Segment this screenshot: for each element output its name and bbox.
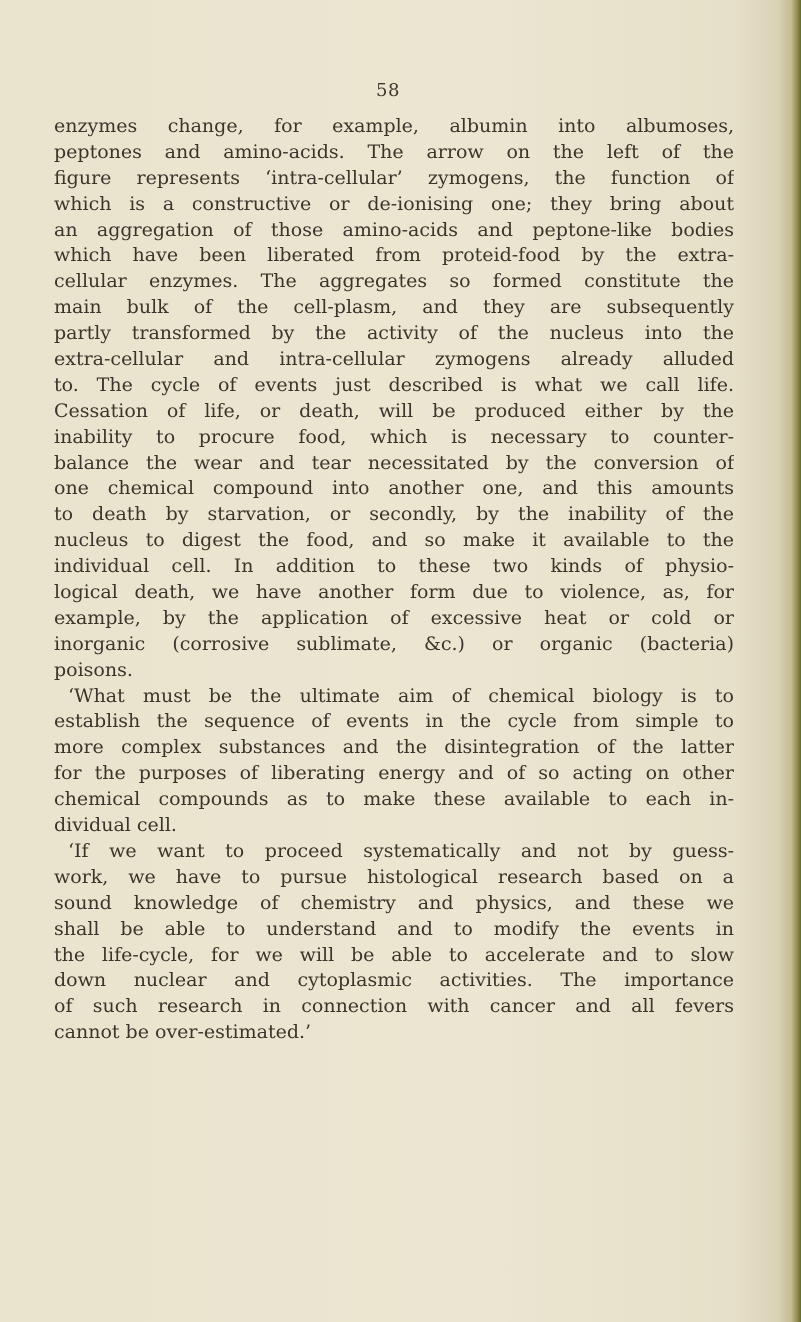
- text-line: which have been liberated from proteid-food by the extra-: [54, 244, 734, 267]
- text-line: which is a constructive or de-ionising one; they bring about: [54, 192, 734, 215]
- text-line: sound knowledge of chemistry and physics, and these we: [54, 891, 734, 914]
- text-line: dividual cell.: [54, 814, 177, 837]
- text-line: inorganic (corrosive sublimate, &c.) or organic (bacteria): [54, 632, 734, 655]
- text-line: to death by starvation, or secondly, by the inability of the: [54, 503, 734, 526]
- body-text: [54, 114, 734, 1046]
- page-number: 58: [376, 80, 400, 101]
- text-line: work, we have to pursue histological research based on a: [54, 865, 734, 888]
- text-line: the life-cycle, for we will be able to accelerate and to slow: [54, 943, 734, 966]
- text-line: shall be able to understand and to modify the events in: [54, 917, 734, 940]
- text-line: for the purposes of liberating energy and of so acting on other: [54, 762, 734, 785]
- text-line: more complex substances and the disintegration of the latter: [54, 736, 734, 759]
- text-line: Cessation of life, or death, will be produced either by the: [54, 399, 734, 422]
- text-line: extra-cellular and intra-cellular zymogens already alluded: [54, 348, 734, 371]
- text-line: an aggregation of those amino-acids and peptone-like bodies: [54, 218, 734, 241]
- text-line: inability to procure food, which is necessary to counter-: [54, 425, 734, 448]
- text-line: ‘If we want to proceed systematically and not by guess-: [68, 839, 734, 862]
- text-line: partly transformed by the activity of the nucleus into the: [54, 322, 734, 345]
- text-line: to. The cycle of events just described is what we call life.: [54, 373, 734, 396]
- text-line: one chemical compound into another one, and this amounts: [54, 477, 734, 500]
- text-line: example, by the application of excessive heat or cold or: [54, 606, 734, 629]
- text-line: ‘What must be the ultimate aim of chemical biology is to: [68, 684, 734, 707]
- text-line: peptones and amino-acids. The arrow on the left of the: [54, 140, 734, 163]
- text-line: main bulk of the cell-plasm, and they are subsequently: [54, 296, 734, 319]
- text-line: down nuclear and cytoplasmic activities. The importance: [54, 969, 734, 992]
- text-line: cannot be over-estimated.’: [54, 1021, 312, 1044]
- text-line: establish the sequence of events in the cycle from simple to: [54, 710, 734, 733]
- text-line: chemical compounds as to make these available to each in-: [54, 788, 734, 811]
- text-line: nucleus to digest the food, and so make it available to the: [54, 529, 734, 552]
- text-line: of such research in connection with cancer and all fevers: [54, 995, 734, 1018]
- text-line: cellular enzymes. The aggregates so formed constitute the: [54, 270, 734, 293]
- text-line: enzymes change, for example, albumin into albumoses,: [54, 115, 734, 137]
- text-line: individual cell. In addition to these two kinds of physio-: [54, 555, 734, 578]
- page-edge-shadow: [779, 0, 801, 1322]
- text-line: poisons.: [54, 658, 133, 681]
- text-line: figure represents ‘intra-cellular’ zymogens, the function of: [54, 166, 734, 189]
- text-line: logical death, we have another form due to violence, as, for: [54, 581, 734, 604]
- text-line: balance the wear and tear necessitated by the conversion of: [54, 451, 734, 474]
